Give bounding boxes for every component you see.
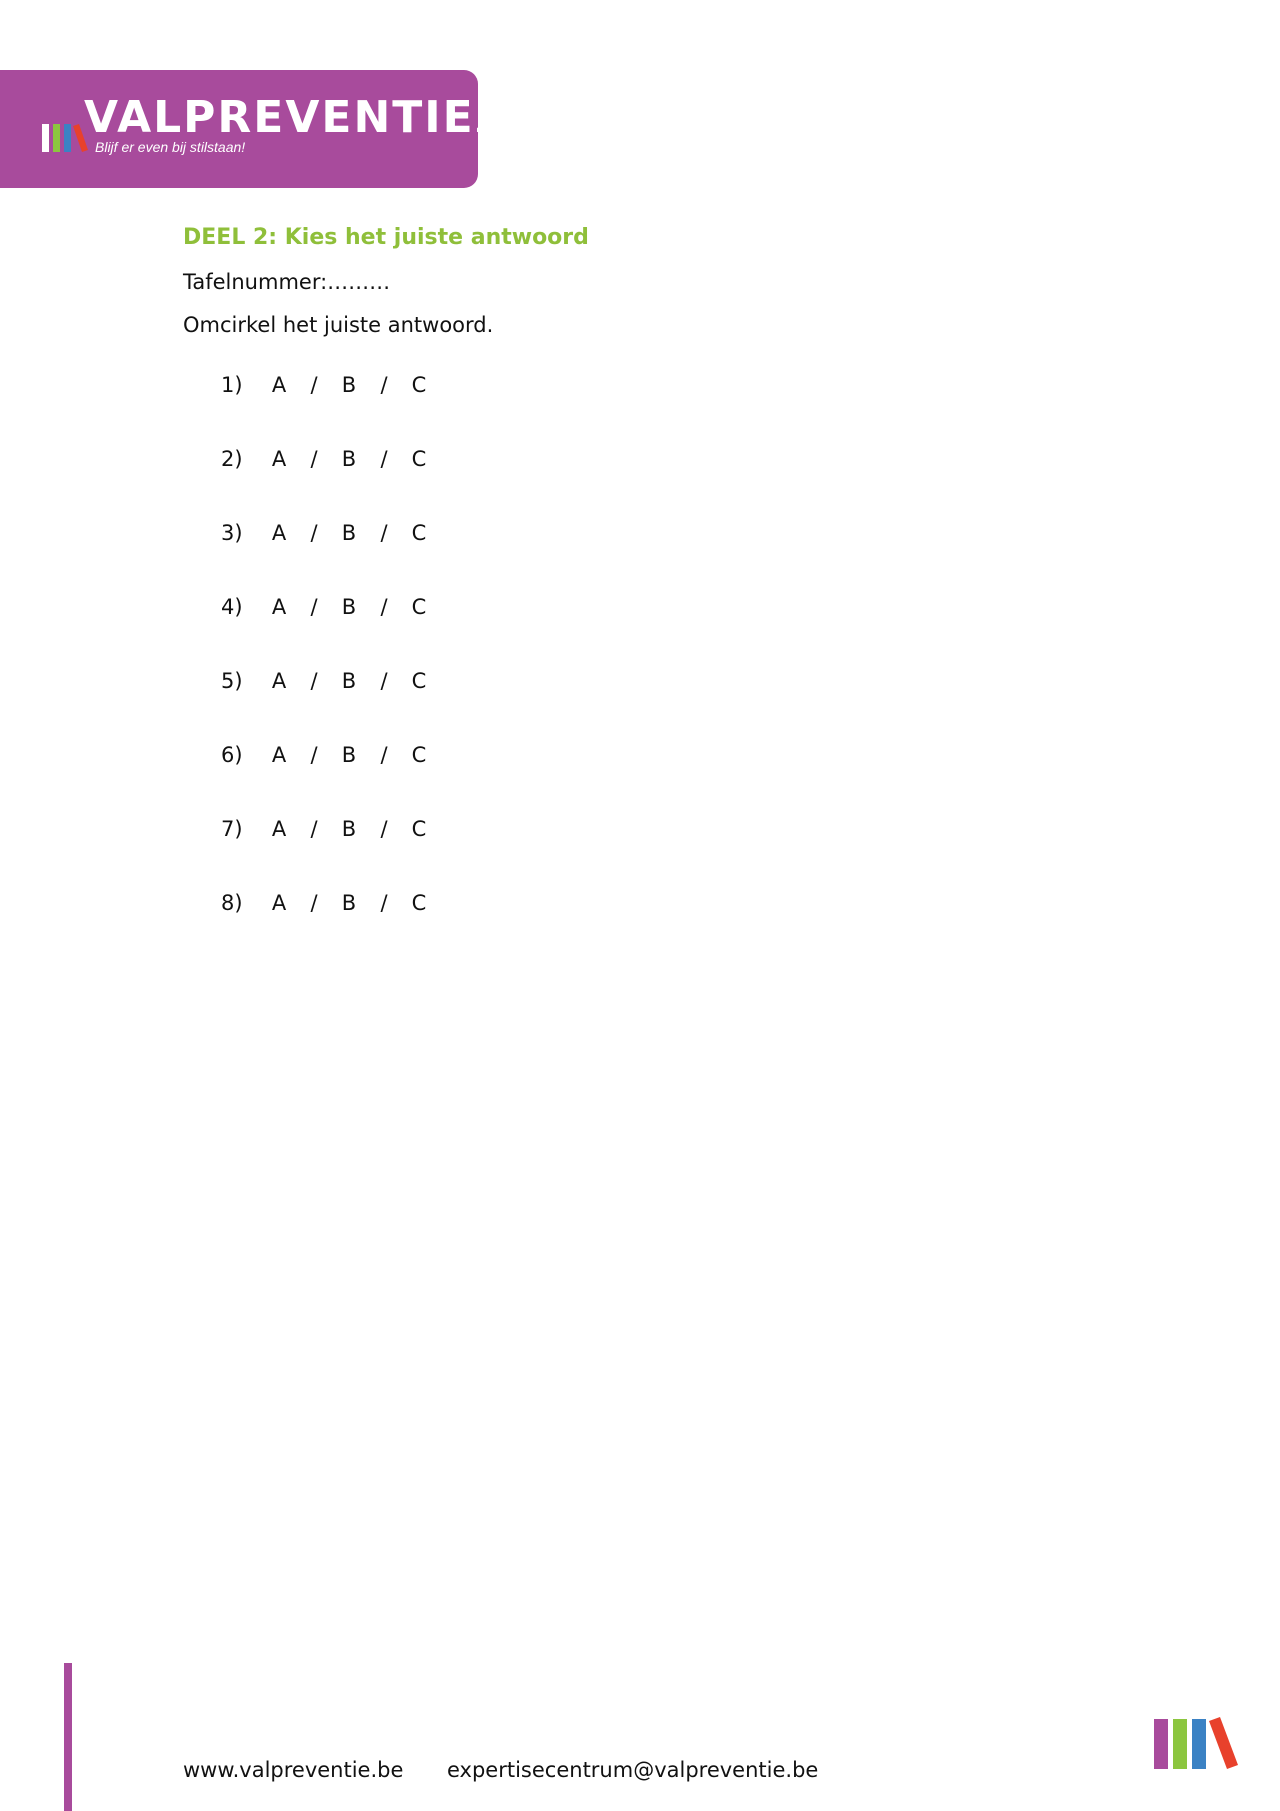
option-c[interactable]: C bbox=[411, 373, 427, 397]
footer-accent-bar bbox=[64, 1663, 72, 1811]
footer-logo-icon bbox=[1150, 1715, 1240, 1771]
option-a[interactable]: A bbox=[271, 521, 287, 545]
separator: / bbox=[380, 595, 388, 619]
option-a[interactable]: A bbox=[271, 743, 287, 767]
separator: / bbox=[380, 521, 388, 545]
logo-wordmark bbox=[84, 92, 514, 143]
answer-row bbox=[221, 595, 430, 669]
separator: / bbox=[310, 447, 318, 471]
answer-row bbox=[221, 447, 430, 521]
logo-tagline: Blijf er even bij stilstaan! bbox=[95, 139, 246, 155]
option-c[interactable]: C bbox=[411, 891, 427, 915]
separator: / bbox=[380, 373, 388, 397]
option-a[interactable]: A bbox=[271, 447, 287, 471]
question-number: 7) bbox=[221, 817, 243, 841]
question-number: 3) bbox=[221, 521, 243, 545]
question-number: 1) bbox=[221, 373, 243, 397]
separator: / bbox=[380, 669, 388, 693]
option-c[interactable]: C bbox=[411, 817, 427, 841]
answer-list bbox=[221, 373, 430, 965]
question-number: 8) bbox=[221, 891, 243, 915]
logo-wordmark-text: VALPREVENTIE bbox=[84, 92, 475, 143]
separator: / bbox=[310, 521, 318, 545]
answer-row bbox=[221, 669, 430, 743]
separator: / bbox=[310, 743, 318, 767]
option-b[interactable]: B bbox=[341, 743, 357, 767]
question-number: 4) bbox=[221, 595, 243, 619]
separator: / bbox=[380, 447, 388, 471]
separator: / bbox=[310, 595, 318, 619]
option-b[interactable]: B bbox=[341, 447, 357, 471]
option-b[interactable]: B bbox=[341, 817, 357, 841]
footer-website-link[interactable]: www.valpreventie.be bbox=[183, 1758, 404, 1782]
separator: / bbox=[380, 743, 388, 767]
answer-row bbox=[221, 891, 430, 965]
option-b[interactable]: B bbox=[341, 595, 357, 619]
answer-row bbox=[221, 743, 430, 817]
logo-tld: .be bbox=[474, 113, 514, 138]
option-a[interactable]: A bbox=[271, 669, 287, 693]
section-heading: DEEL 2: Kies het juiste antwoord bbox=[183, 225, 589, 250]
option-b[interactable]: B bbox=[341, 669, 357, 693]
table-number-label: Tafelnummer:……… bbox=[183, 270, 391, 294]
option-b[interactable]: B bbox=[341, 891, 357, 915]
footer-email-link[interactable]: expertisecentrum@valpreventie.be bbox=[447, 1758, 819, 1782]
option-a[interactable]: A bbox=[271, 595, 287, 619]
option-b[interactable]: B bbox=[341, 521, 357, 545]
answer-row bbox=[221, 521, 430, 595]
separator: / bbox=[380, 891, 388, 915]
option-c[interactable]: C bbox=[411, 595, 427, 619]
option-a[interactable]: A bbox=[271, 817, 287, 841]
separator: / bbox=[310, 373, 318, 397]
answer-row bbox=[221, 373, 430, 447]
separator: / bbox=[310, 669, 318, 693]
option-c[interactable]: C bbox=[411, 743, 427, 767]
answer-row bbox=[221, 817, 430, 891]
question-number: 5) bbox=[221, 669, 243, 693]
option-c[interactable]: C bbox=[411, 521, 427, 545]
option-a[interactable]: A bbox=[271, 373, 287, 397]
separator: / bbox=[310, 891, 318, 915]
option-b[interactable]: B bbox=[341, 373, 357, 397]
option-c[interactable]: C bbox=[411, 669, 427, 693]
option-a[interactable]: A bbox=[271, 891, 287, 915]
instruction-text: Omcirkel het juiste antwoord. bbox=[183, 313, 494, 337]
separator: / bbox=[310, 817, 318, 841]
question-number: 2) bbox=[221, 447, 243, 471]
separator: / bbox=[380, 817, 388, 841]
option-c[interactable]: C bbox=[411, 447, 427, 471]
question-number: 6) bbox=[221, 743, 243, 767]
